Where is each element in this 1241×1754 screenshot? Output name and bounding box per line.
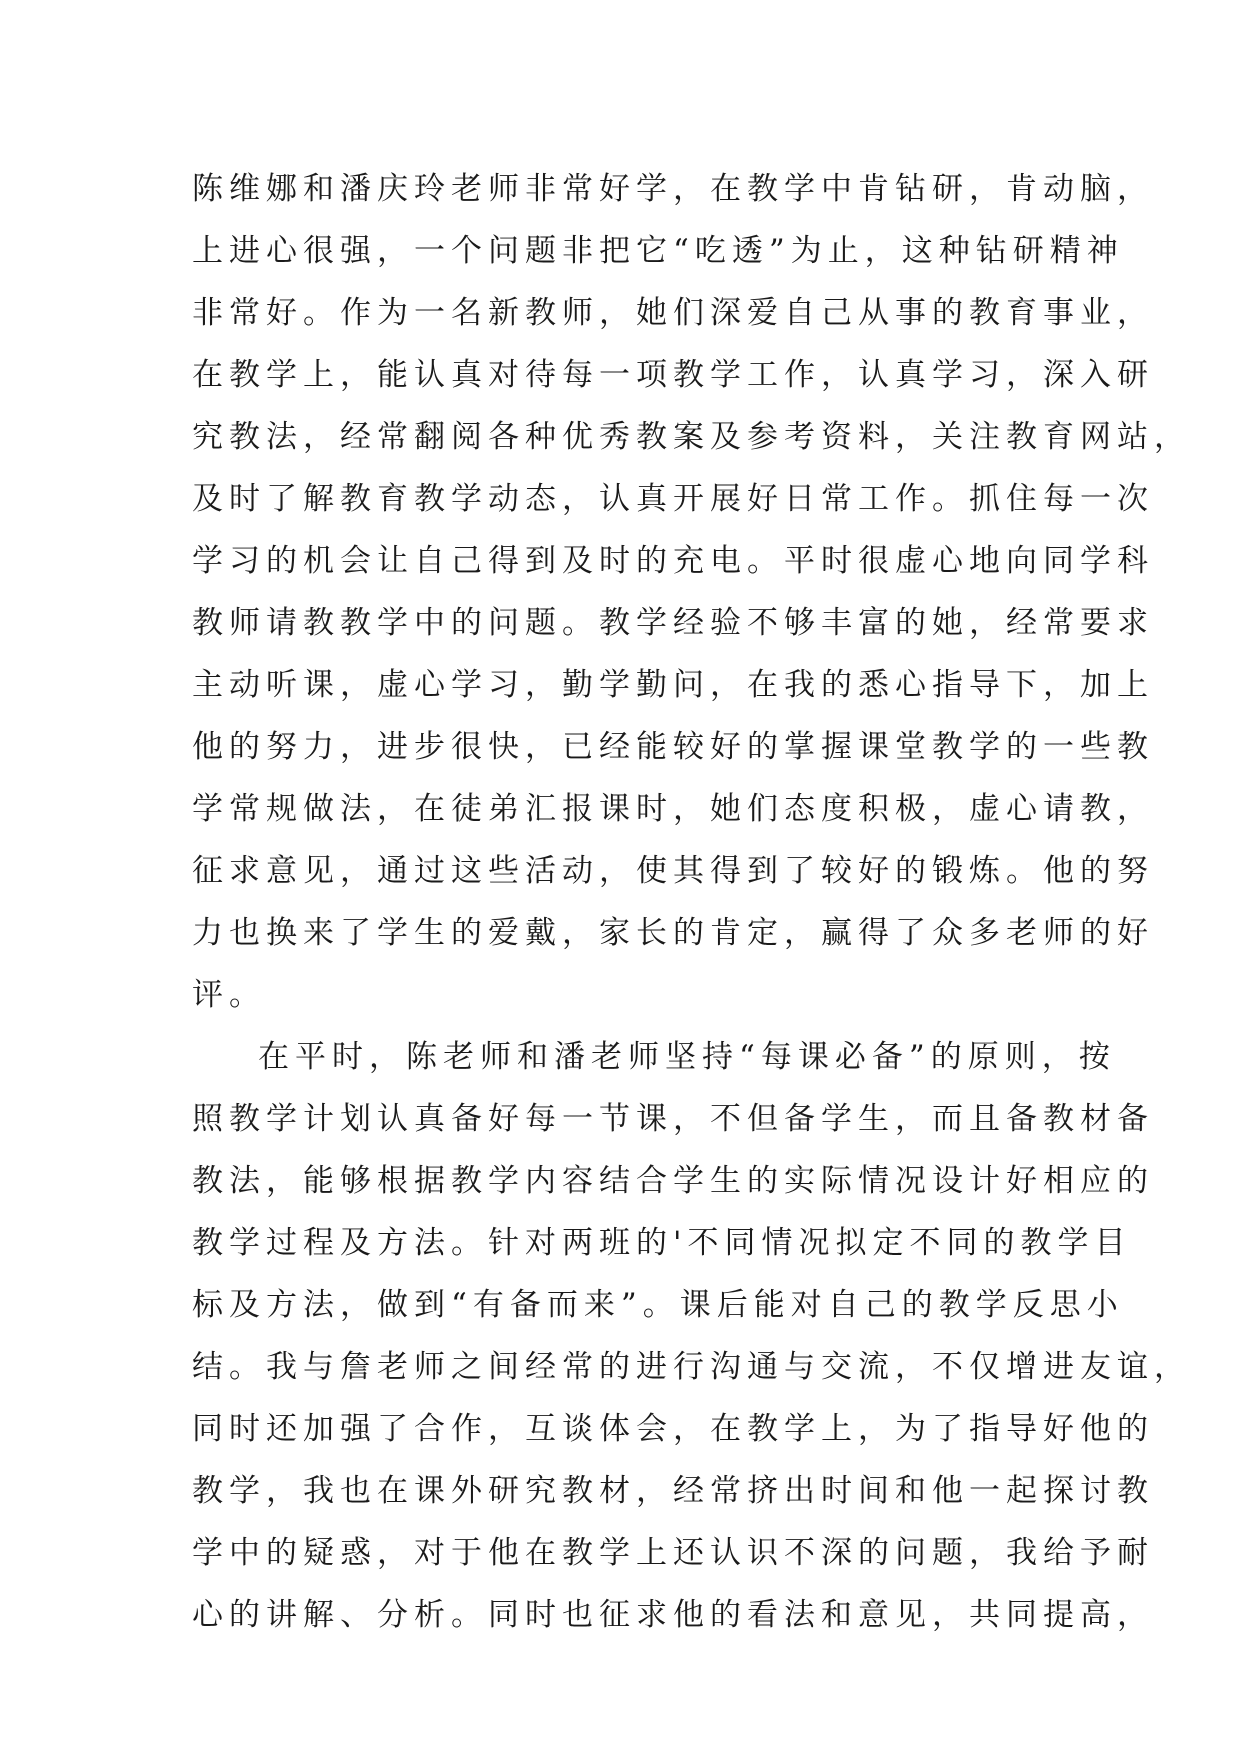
text-line: 及时了解教育教学动态，认真开展好日常工作。抓住每一次 <box>192 481 1154 517</box>
text-line: 非常好。作为一名新教师，她们深爱自己从事的教育事业， <box>192 295 1154 331</box>
text-line: 教师请教教学中的问题。教学经验不够丰富的她，经常要求 <box>192 605 1154 641</box>
text-line: 照教学计划认真备好每一节课，不但备学生，而且备教材备 <box>192 1101 1154 1137</box>
text-line: 学常规做法，在徒弟汇报课时，她们态度积极，虚心请教， <box>192 791 1154 827</box>
text-line: 在平时，陈老师和潘老师坚持“每课必备”的原则，按 <box>258 1039 1116 1075</box>
text-line: 在教学上，能认真对待每一项教学工作，认真学习，深入研 <box>192 357 1154 393</box>
text-line: 究教法，经常翻阅各种优秀教案及参考资料，关注教育网站， <box>192 419 1191 455</box>
text-line: 同时还加强了合作，互谈体会，在教学上，为了指导好他的 <box>192 1411 1154 1447</box>
text-line: 陈维娜和潘庆玲老师非常好学，在教学中肯钻研，肯动脑， <box>192 171 1154 207</box>
text-line: 评。 <box>192 977 266 1013</box>
text-line: 教学过程及方法。针对两班的'不同情况拟定不同的教学目 <box>192 1225 1132 1261</box>
text-line: 学习的机会让自己得到及时的充电。平时很虚心地向同学科 <box>192 543 1154 579</box>
text-line: 征求意见，通过这些活动，使其得到了较好的锻炼。他的努 <box>192 853 1154 889</box>
text-line: 标及方法，做到“有备而来”。课后能对自己的教学反思小 <box>192 1287 1124 1323</box>
text-line: 主动听课，虚心学习，勤学勤问，在我的悉心指导下，加上 <box>192 667 1154 703</box>
paragraph-2 <box>192 1026 1191 1646</box>
text-line: 学中的疑惑，对于他在教学上还认识不深的问题，我给予耐 <box>192 1535 1154 1571</box>
text-line: 上进心很强，一个问题非把它“吃透”为止，这种钻研精神 <box>192 233 1124 269</box>
text-line: 他的努力，进步很快，已经能较好的掌握课堂教学的一些教 <box>192 729 1154 765</box>
text-line: 结。我与詹老师之间经常的进行沟通与交流，不仅增进友谊， <box>192 1349 1191 1385</box>
paragraph-1 <box>192 158 1191 1026</box>
text-line: 力也换来了学生的爱戴，家长的肯定，赢得了众多老师的好 <box>192 915 1154 951</box>
text-line: 教学，我也在课外研究教材，经常挤出时间和他一起探讨教 <box>192 1473 1154 1509</box>
document-body <box>192 158 1191 1646</box>
text-line: 心的讲解、分析。同时也征求他的看法和意见，共同提高， <box>192 1597 1154 1633</box>
text-line: 教法，能够根据教学内容结合学生的实际情况设计好相应的 <box>192 1163 1154 1199</box>
